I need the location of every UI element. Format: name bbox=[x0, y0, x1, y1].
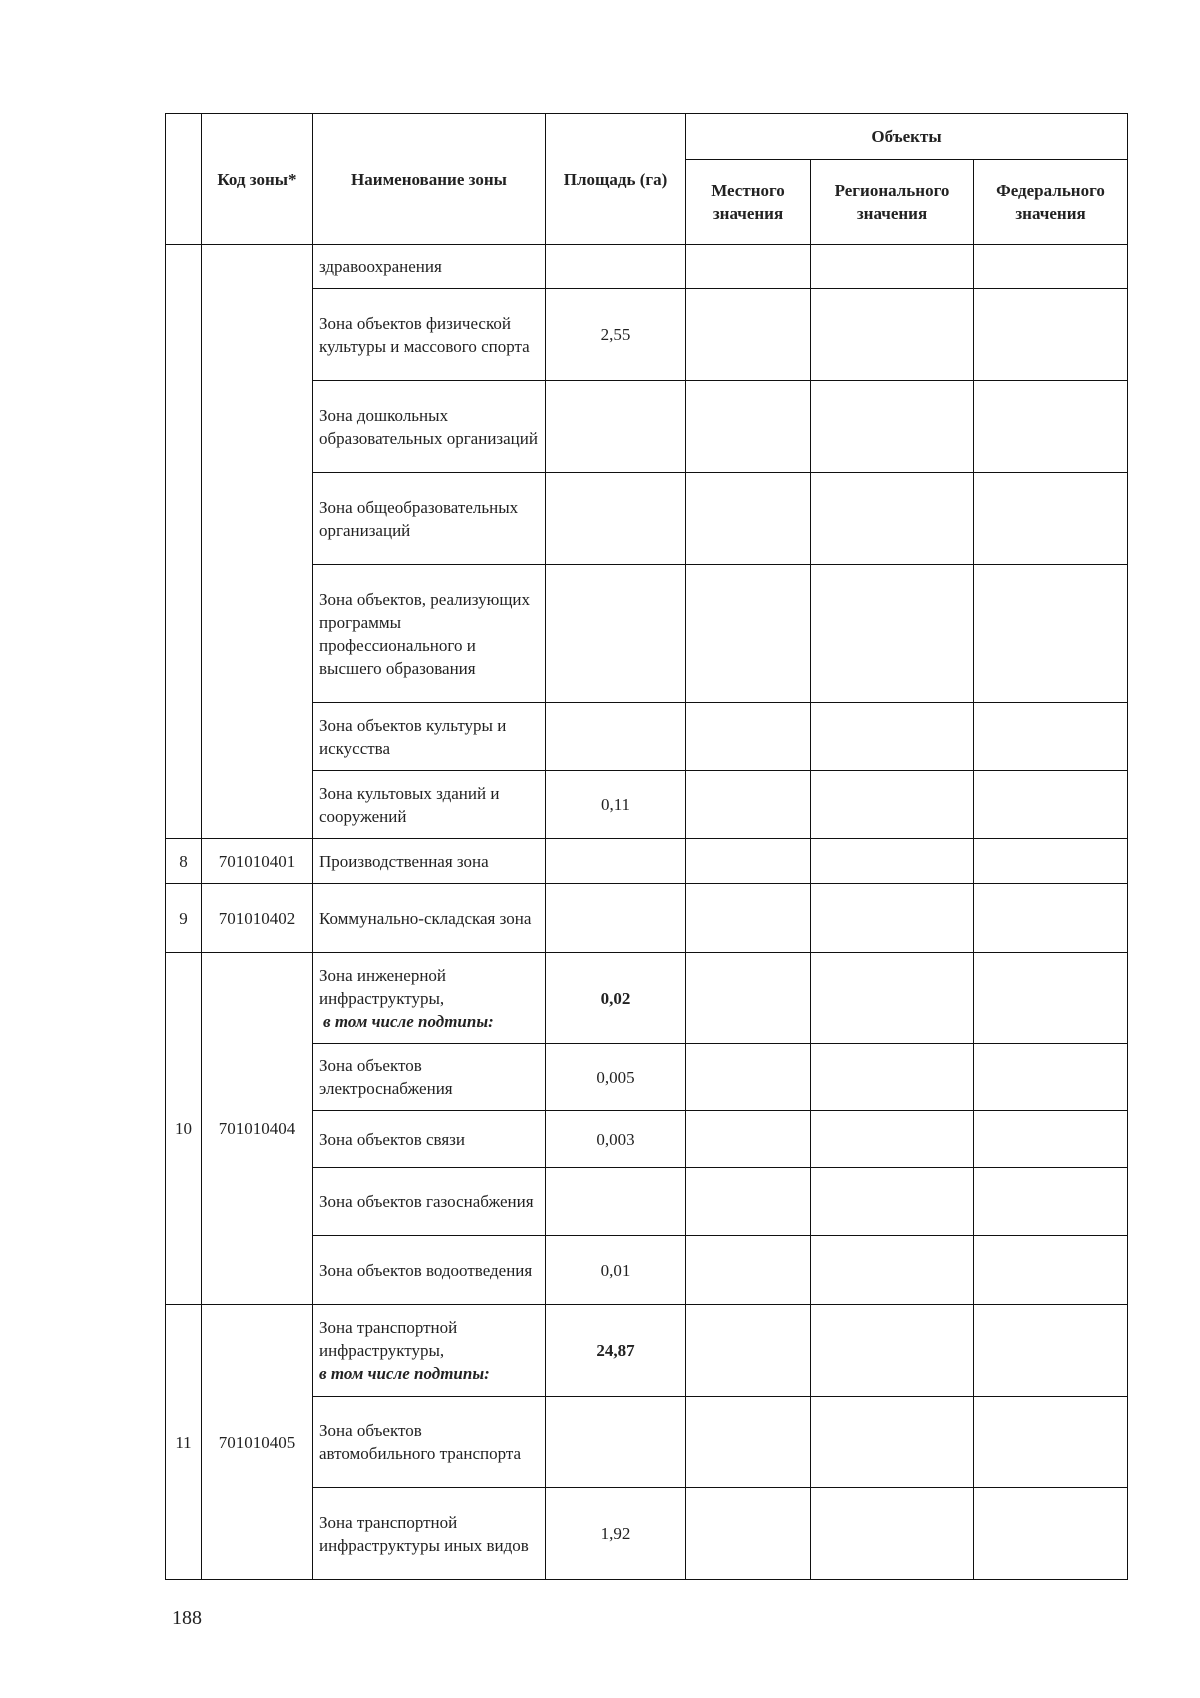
federal-cell bbox=[974, 565, 1128, 703]
zone-name: Зона объектов электроснабжения bbox=[313, 1044, 546, 1111]
local-cell bbox=[686, 771, 811, 839]
zone-name-main: Зона транспортной инфраструктуры, bbox=[319, 1318, 458, 1360]
federal-cell bbox=[974, 1111, 1128, 1168]
federal-cell bbox=[974, 289, 1128, 381]
zone-code: 701010405 bbox=[202, 1305, 313, 1580]
zone-area: 0,02 bbox=[546, 953, 686, 1044]
local-cell bbox=[686, 245, 811, 289]
zone-name: Зона объектов газоснабжения bbox=[313, 1168, 546, 1236]
row-number: 11 bbox=[166, 1305, 202, 1580]
local-cell bbox=[686, 1305, 811, 1397]
zone-name: Зона дошкольных образовательных организаций bbox=[313, 381, 546, 473]
local-cell bbox=[686, 1111, 811, 1168]
zones-table bbox=[165, 113, 1128, 1580]
federal-cell bbox=[974, 473, 1128, 565]
regional-cell bbox=[811, 771, 974, 839]
zone-name: Зона объектов водоотведения bbox=[313, 1236, 546, 1305]
zone-area: 0,003 bbox=[546, 1111, 686, 1168]
federal-cell bbox=[974, 245, 1128, 289]
regional-cell bbox=[811, 1044, 974, 1111]
zone-area: 0,01 bbox=[546, 1236, 686, 1305]
local-cell bbox=[686, 1397, 811, 1488]
local-cell bbox=[686, 473, 811, 565]
row-number: 10 bbox=[166, 953, 202, 1305]
local-cell bbox=[686, 884, 811, 953]
zone-name: здравоохранения bbox=[313, 245, 546, 289]
num-cell bbox=[166, 245, 202, 839]
header-code: Код зоны* bbox=[202, 114, 313, 245]
header-num-cell bbox=[166, 114, 202, 245]
regional-cell bbox=[811, 1168, 974, 1236]
regional-cell bbox=[811, 884, 974, 953]
zone-area bbox=[546, 473, 686, 565]
zone-code: 701010401 bbox=[202, 839, 313, 884]
local-cell bbox=[686, 703, 811, 771]
zone-name: Коммунально-складская зона bbox=[313, 884, 546, 953]
zone-name: Зона объектов автомобильного транспорта bbox=[313, 1397, 546, 1488]
zone-area: 0,11 bbox=[546, 771, 686, 839]
zone-area bbox=[546, 703, 686, 771]
regional-cell bbox=[811, 381, 974, 473]
header-row-1 bbox=[166, 114, 1128, 160]
zone-name-main: Зона инженерной инфраструктуры, bbox=[319, 965, 447, 1008]
regional-cell bbox=[811, 1488, 974, 1580]
local-cell bbox=[686, 953, 811, 1044]
regional-cell bbox=[811, 703, 974, 771]
zone-area: 0,005 bbox=[546, 1044, 686, 1111]
federal-cell bbox=[974, 771, 1128, 839]
local-cell bbox=[686, 289, 811, 381]
regional-cell bbox=[811, 1397, 974, 1488]
zone-area bbox=[546, 245, 686, 289]
page-number: 188 bbox=[172, 1607, 202, 1629]
regional-cell bbox=[811, 565, 974, 703]
regional-cell bbox=[811, 1305, 974, 1397]
table-row bbox=[166, 839, 1128, 884]
code-cell bbox=[202, 245, 313, 839]
regional-cell bbox=[811, 1111, 974, 1168]
regional-cell bbox=[811, 1236, 974, 1305]
zone-area bbox=[546, 1168, 686, 1236]
zone-name: Зона объектов физической культуры и массового спорта bbox=[313, 289, 546, 381]
zone-area bbox=[546, 565, 686, 703]
regional-cell bbox=[811, 953, 974, 1044]
header-federal: Федерального значения bbox=[974, 160, 1128, 245]
zone-area bbox=[546, 884, 686, 953]
federal-cell bbox=[974, 1168, 1128, 1236]
federal-cell bbox=[974, 703, 1128, 771]
zone-name: Производственная зона bbox=[313, 839, 546, 884]
zone-area bbox=[546, 839, 686, 884]
header-local: Местного значения bbox=[686, 160, 811, 245]
zone-area bbox=[546, 381, 686, 473]
regional-cell bbox=[811, 473, 974, 565]
federal-cell bbox=[974, 1044, 1128, 1111]
zone-name: Зона объектов, реализующих программы профессионального и высшего образования bbox=[313, 565, 546, 703]
local-cell bbox=[686, 1488, 811, 1580]
zone-name: Зона транспортной инфраструктуры иных видов bbox=[313, 1488, 546, 1580]
zone-name bbox=[313, 1305, 546, 1397]
zone-name: Зона культовых зданий и сооружений bbox=[313, 771, 546, 839]
local-cell bbox=[686, 381, 811, 473]
zone-code: 701010404 bbox=[202, 953, 313, 1305]
local-cell bbox=[686, 1044, 811, 1111]
zone-name: Зона общеобразовательных организаций bbox=[313, 473, 546, 565]
row-number: 9 bbox=[166, 884, 202, 953]
regional-cell bbox=[811, 245, 974, 289]
zone-name: Зона объектов связи bbox=[313, 1111, 546, 1168]
header-regional: Регионального значения bbox=[811, 160, 974, 245]
regional-cell bbox=[811, 289, 974, 381]
federal-cell bbox=[974, 1488, 1128, 1580]
row-number: 8 bbox=[166, 839, 202, 884]
zone-area: 2,55 bbox=[546, 289, 686, 381]
zone-area bbox=[546, 1397, 686, 1488]
table-row bbox=[166, 953, 1128, 1044]
table-row bbox=[166, 1305, 1128, 1397]
local-cell bbox=[686, 565, 811, 703]
local-cell bbox=[686, 1168, 811, 1236]
header-objects: Объекты bbox=[686, 114, 1128, 160]
zone-code: 701010402 bbox=[202, 884, 313, 953]
zone-area: 1,92 bbox=[546, 1488, 686, 1580]
zone-name bbox=[313, 953, 546, 1044]
subtypes-note: в том числе подтипы: bbox=[319, 1364, 490, 1383]
federal-cell bbox=[974, 1397, 1128, 1488]
federal-cell bbox=[974, 884, 1128, 953]
table-row bbox=[166, 884, 1128, 953]
federal-cell bbox=[974, 1236, 1128, 1305]
header-name: Наименование зоны bbox=[313, 114, 546, 245]
table-row bbox=[166, 245, 1128, 289]
local-cell bbox=[686, 839, 811, 884]
federal-cell bbox=[974, 839, 1128, 884]
local-cell bbox=[686, 1236, 811, 1305]
federal-cell bbox=[974, 953, 1128, 1044]
regional-cell bbox=[811, 839, 974, 884]
header-area: Площадь (га) bbox=[546, 114, 686, 245]
zone-area: 24,87 bbox=[546, 1305, 686, 1397]
federal-cell bbox=[974, 1305, 1128, 1397]
subtypes-note: в том числе подтипы: bbox=[323, 1011, 494, 1031]
zone-name: Зона объектов культуры и искусства bbox=[313, 703, 546, 771]
federal-cell bbox=[974, 381, 1128, 473]
